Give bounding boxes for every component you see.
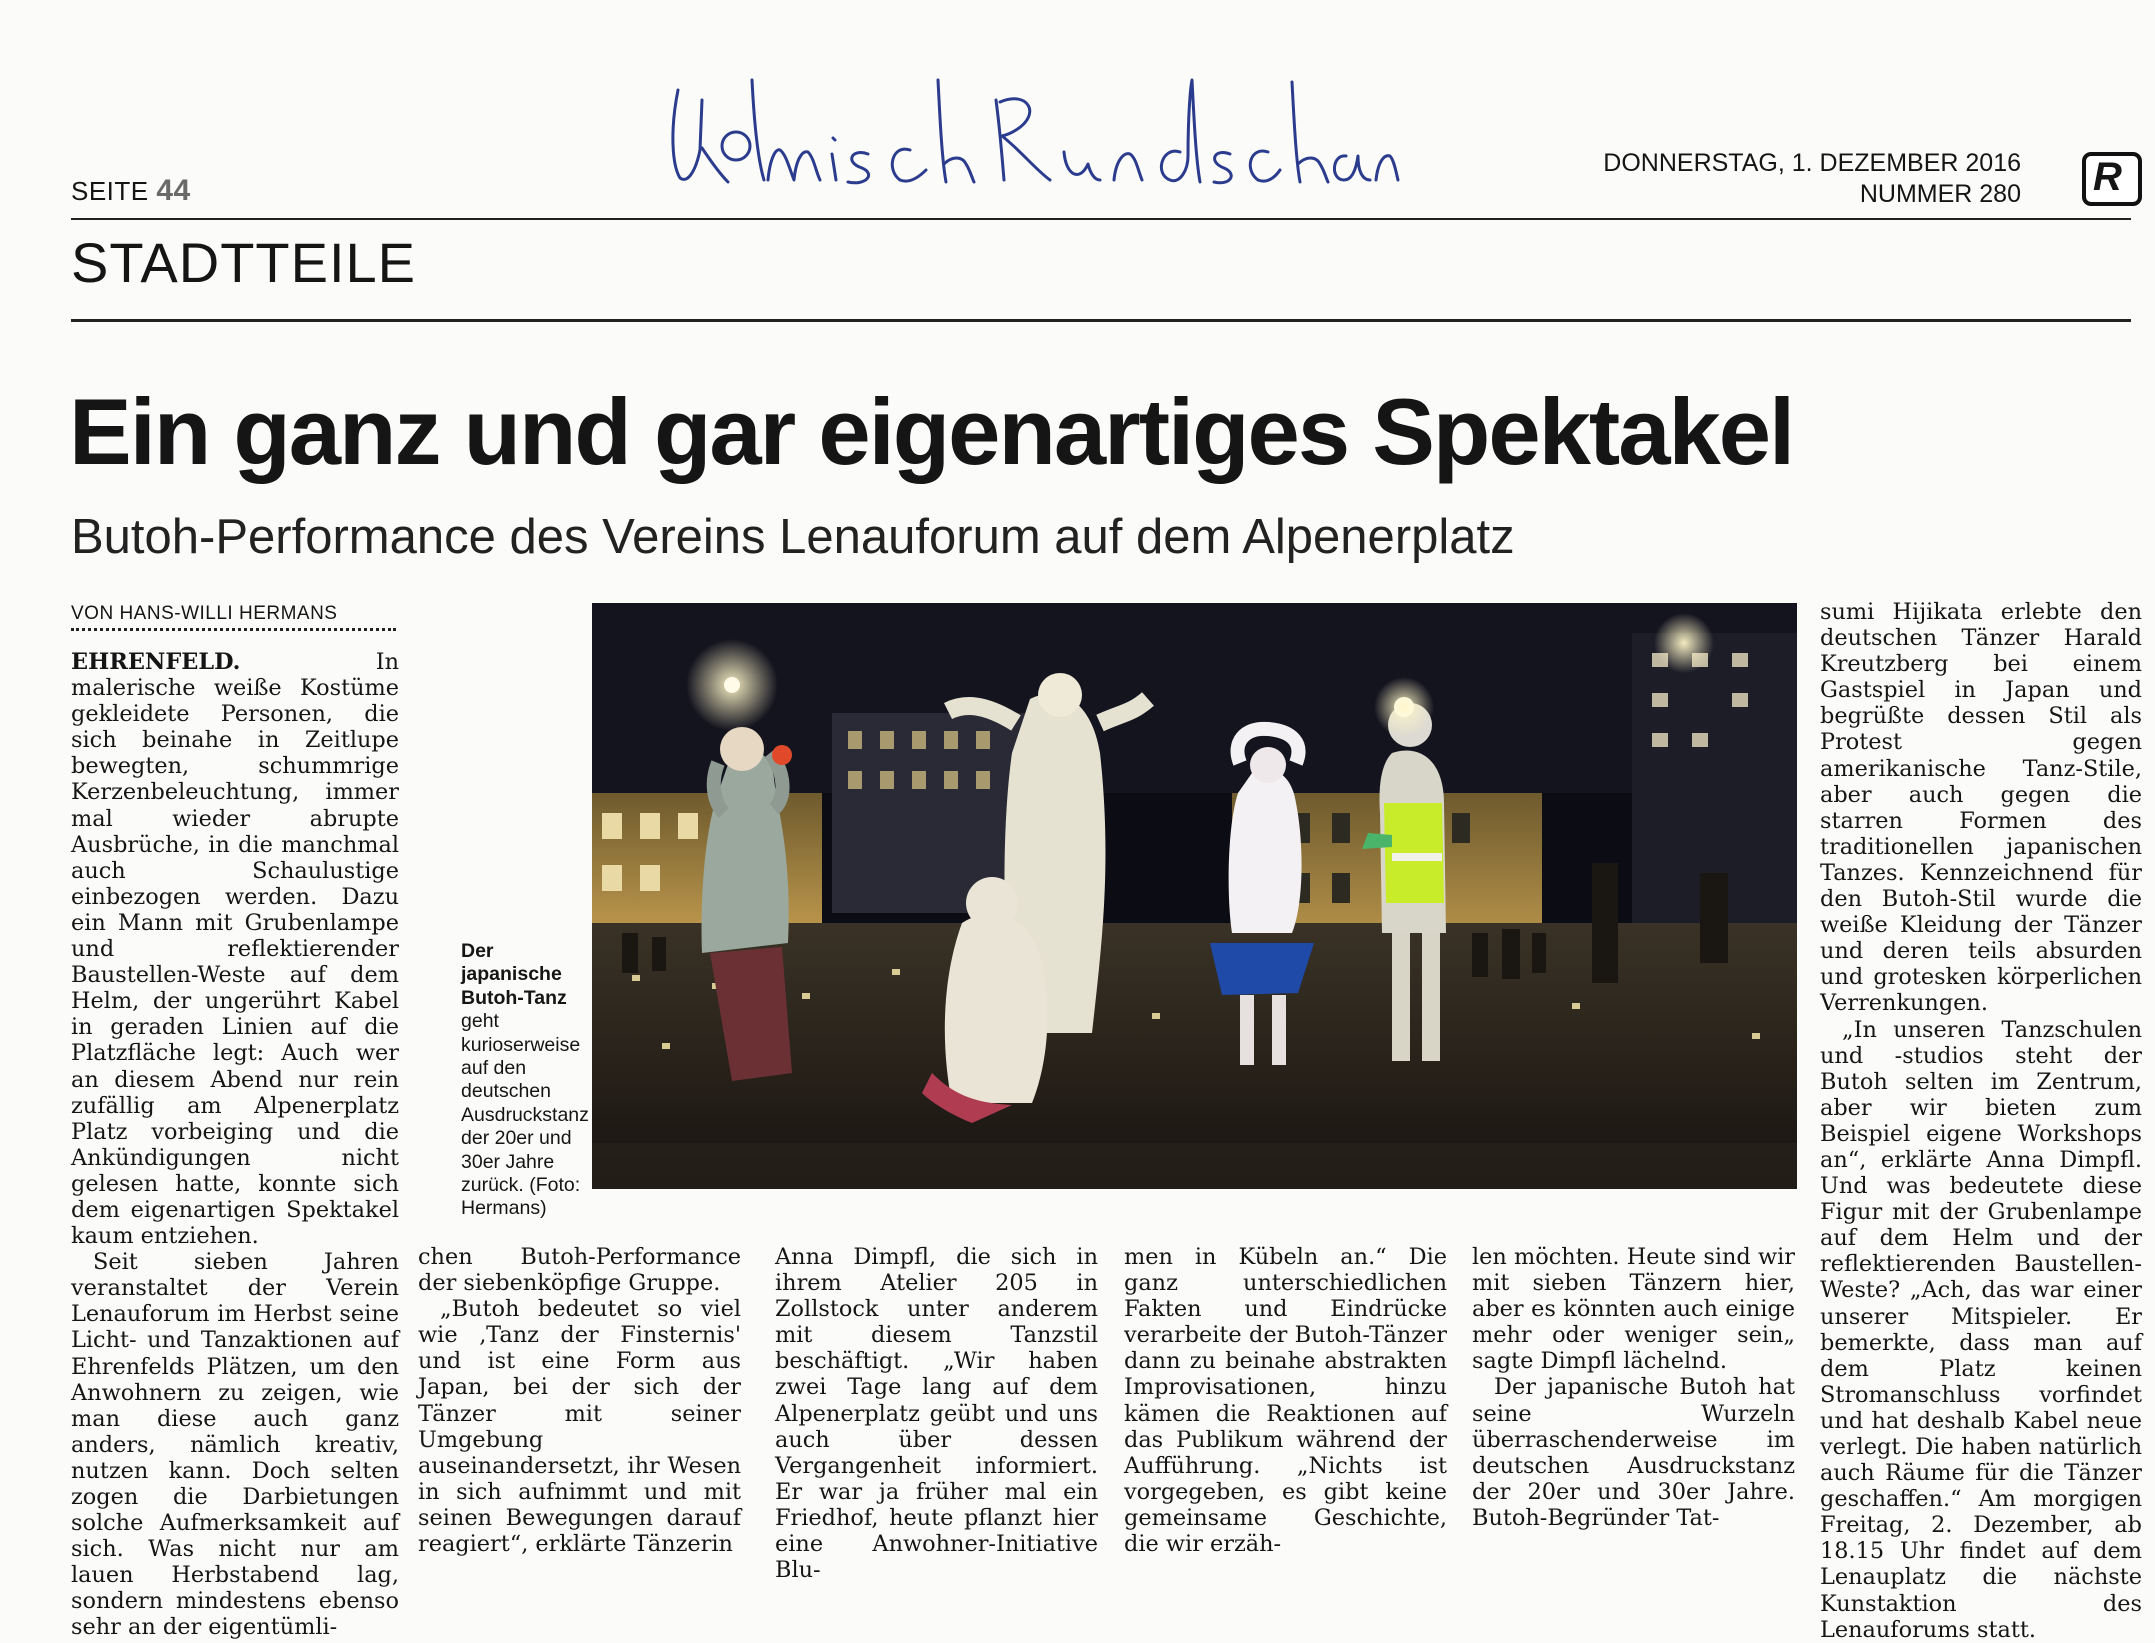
newspaper-logo-icon <box>2082 152 2142 206</box>
paragraph: Der japanische Butoh hat seine Wurzeln überraschenderweise im deutschen Ausdruckstanz der 20er und 30er Jahre. Butoh-Begründer Tat- <box>1472 1374 1795 1531</box>
paragraph: „Butoh bedeutet so viel wie ‚Tanz der Finsternis' und ist eine Form aus Japan, bei der sich der Tänzer mit seiner Umgebung auseinandersetzt, ihr Wesen in sich aufnimmt und mit seinen Bewegungen darauf reagiert“, erklärte Tänzerin <box>418 1296 741 1558</box>
paragraph: Anna Dimpfl, die sich in ihrem Atelier 205 in Zollstock unter anderem mit diesem Tanzstil beschäftigt. „Wir haben zwei Tage lang auf dem Alpenerplatz geübt und uns auch über dessen Vergangenheit informiert. Er war ja früher mal ein Friedhof, heute pflanzt hier eine Anwohner-Initiative Blu- <box>775 1244 1098 1584</box>
article-subheadline: Butoh-Performance des Vereins Lenauforum auf dem Alpenerplatz <box>71 510 1515 564</box>
article-column-5 <box>1472 1244 1795 1531</box>
page-number <box>71 174 191 208</box>
section-rule <box>71 319 2131 322</box>
issue-date: DONNERSTAG, 1. DEZEMBER 2016 <box>1603 149 2021 177</box>
byline: VON HANS-WILLI HERMANS <box>71 603 338 624</box>
article-column-1 <box>71 649 399 1641</box>
paragraph: Seit sieben Jahren veranstaltet der Verein Lenauforum im Herbst seine Licht- und Tanzaktionen auf Ehrenfelds Plätzen, um den Anwohnern zu zeigen, wie man diese auch ganz anders, nämlich kreativ, nutzen kann. Doch selten zogen die Darbietungen solche Aufmerksamkeit auf sich. Was nicht nur am lauen Herbstabend lag, sondern mindestens ebenso sehr an der eigentümli- <box>71 1249 399 1641</box>
paragraph: „In unseren Tanzschulen und -studios steht der Butoh selten im Zentrum, aber wir bieten zum Beispiel eigene Workshops an“, erklärte Anna Dimpfl. Und was bedeutete diese Figur mit der Grubenlampe auf dem Helm und der reflektierenden Baustellen-Weste? „Ach, das war einer unserer Mitspieler. Er bemerkte, dass man auf dem Platz keinen Stromanschluss vorfindet und hat deshalb Kabel neue verlegt. Die haben natürlich auch Räume für die Tänzer geschaffen.“ Am morgigen Freitag, 2. Dezember, ab 18.15 Uhr findet auf dem Lenauplatz die nächste Kunstaktion des Lenauforums statt. <box>1820 1016 2142 1643</box>
photo-caption <box>461 940 587 1221</box>
section-title: STADTTEILE <box>71 231 417 294</box>
article-column-2 <box>418 1244 741 1557</box>
handwritten-newspaper-name <box>640 60 1400 200</box>
byline-divider <box>71 628 396 631</box>
article-photo <box>592 603 1797 1189</box>
paragraph: sumi Hijikata erlebte den deutschen Tänzer Harald Kreutzberg bei einem Gastspiel in Japan und begrüßte dessen Stil als Protest gegen amerikanische Tanz-Stile, aber auch gegen die starren Formen des traditionellen japanischen Tanzes. Kennzeichnend für den Butoh-Stil wurde die weiße Kleidung der Tänzer und deren teils absurden und grotesken körperlichen Verrenkungen. <box>1820 599 2142 1017</box>
page-number-value: 44 <box>156 174 191 207</box>
dateline-lead: EHRENFELD. <box>71 649 241 675</box>
article-column-6 <box>1820 599 2142 1643</box>
paragraph-text: In malerische weiße Kostüme gekleidete Personen, die sich beinahe in Zeitlupe bewegten, schummrige Kerzenbeleuchtung, immer mal wieder abrupte Ausbrüche, in die manchmal auch Schaulustige einbezogen werden. Dazu ein Mann mit Grubenlampe und reflektierender Baustellen-Weste auf dem Helm, der ungerührt Kabel in geraden Linien auf die Platzfläche legt: Auch wer an diesem Abend nur rein zufällig am Alpenerplatz Platz vorbeiging und die Ankündigungen nicht gelesen hatte, konnte sich dem eigenartigen Spektakel kaum entziehen. <box>71 649 399 1250</box>
article-column-4 <box>1124 1244 1447 1557</box>
paragraph: men in Kübeln an.“ Die ganz unterschiedlichen Fakten und Eindrücke verarbeite der Butoh-Tänzer dann zu beinahe abstrakten Improvisationen, hinzu kämen die Reaktionen auf das Publikum während der Aufführung. „Nichts ist vorgegeben, es gibt keine gemeinsame Geschichte, die wir erzäh- <box>1124 1244 1447 1558</box>
caption-text: geht kurioserweise auf den deutschen Ausdruckstanz der 20er und 30er Jahre zurück. (Foto: Hermans) <box>461 1010 589 1220</box>
paragraph: chen Butoh-Performance der siebenköpfige Gruppe. <box>418 1244 741 1297</box>
page-label: SEITE <box>71 176 149 206</box>
article-column-3 <box>775 1244 1098 1583</box>
paragraph: len möchten. Heute sind wir mit sieben Tänzern hier, aber es könnten auch einige mehr oder weniger sein„ sagte Dimpfl lächelnd. <box>1472 1244 1795 1375</box>
article-headline: Ein ganz und gar eigenartiges Spektakel <box>69 379 1794 484</box>
top-rule <box>71 218 2131 220</box>
paragraph <box>71 649 399 1249</box>
logo-letter: R <box>2093 155 2122 199</box>
issue-number: NUMMER 280 <box>1859 180 2021 208</box>
caption-title: Der japanische Butoh-Tanz <box>461 940 567 1009</box>
night-performance-photo <box>592 603 1797 1189</box>
dateline <box>1603 148 2021 210</box>
